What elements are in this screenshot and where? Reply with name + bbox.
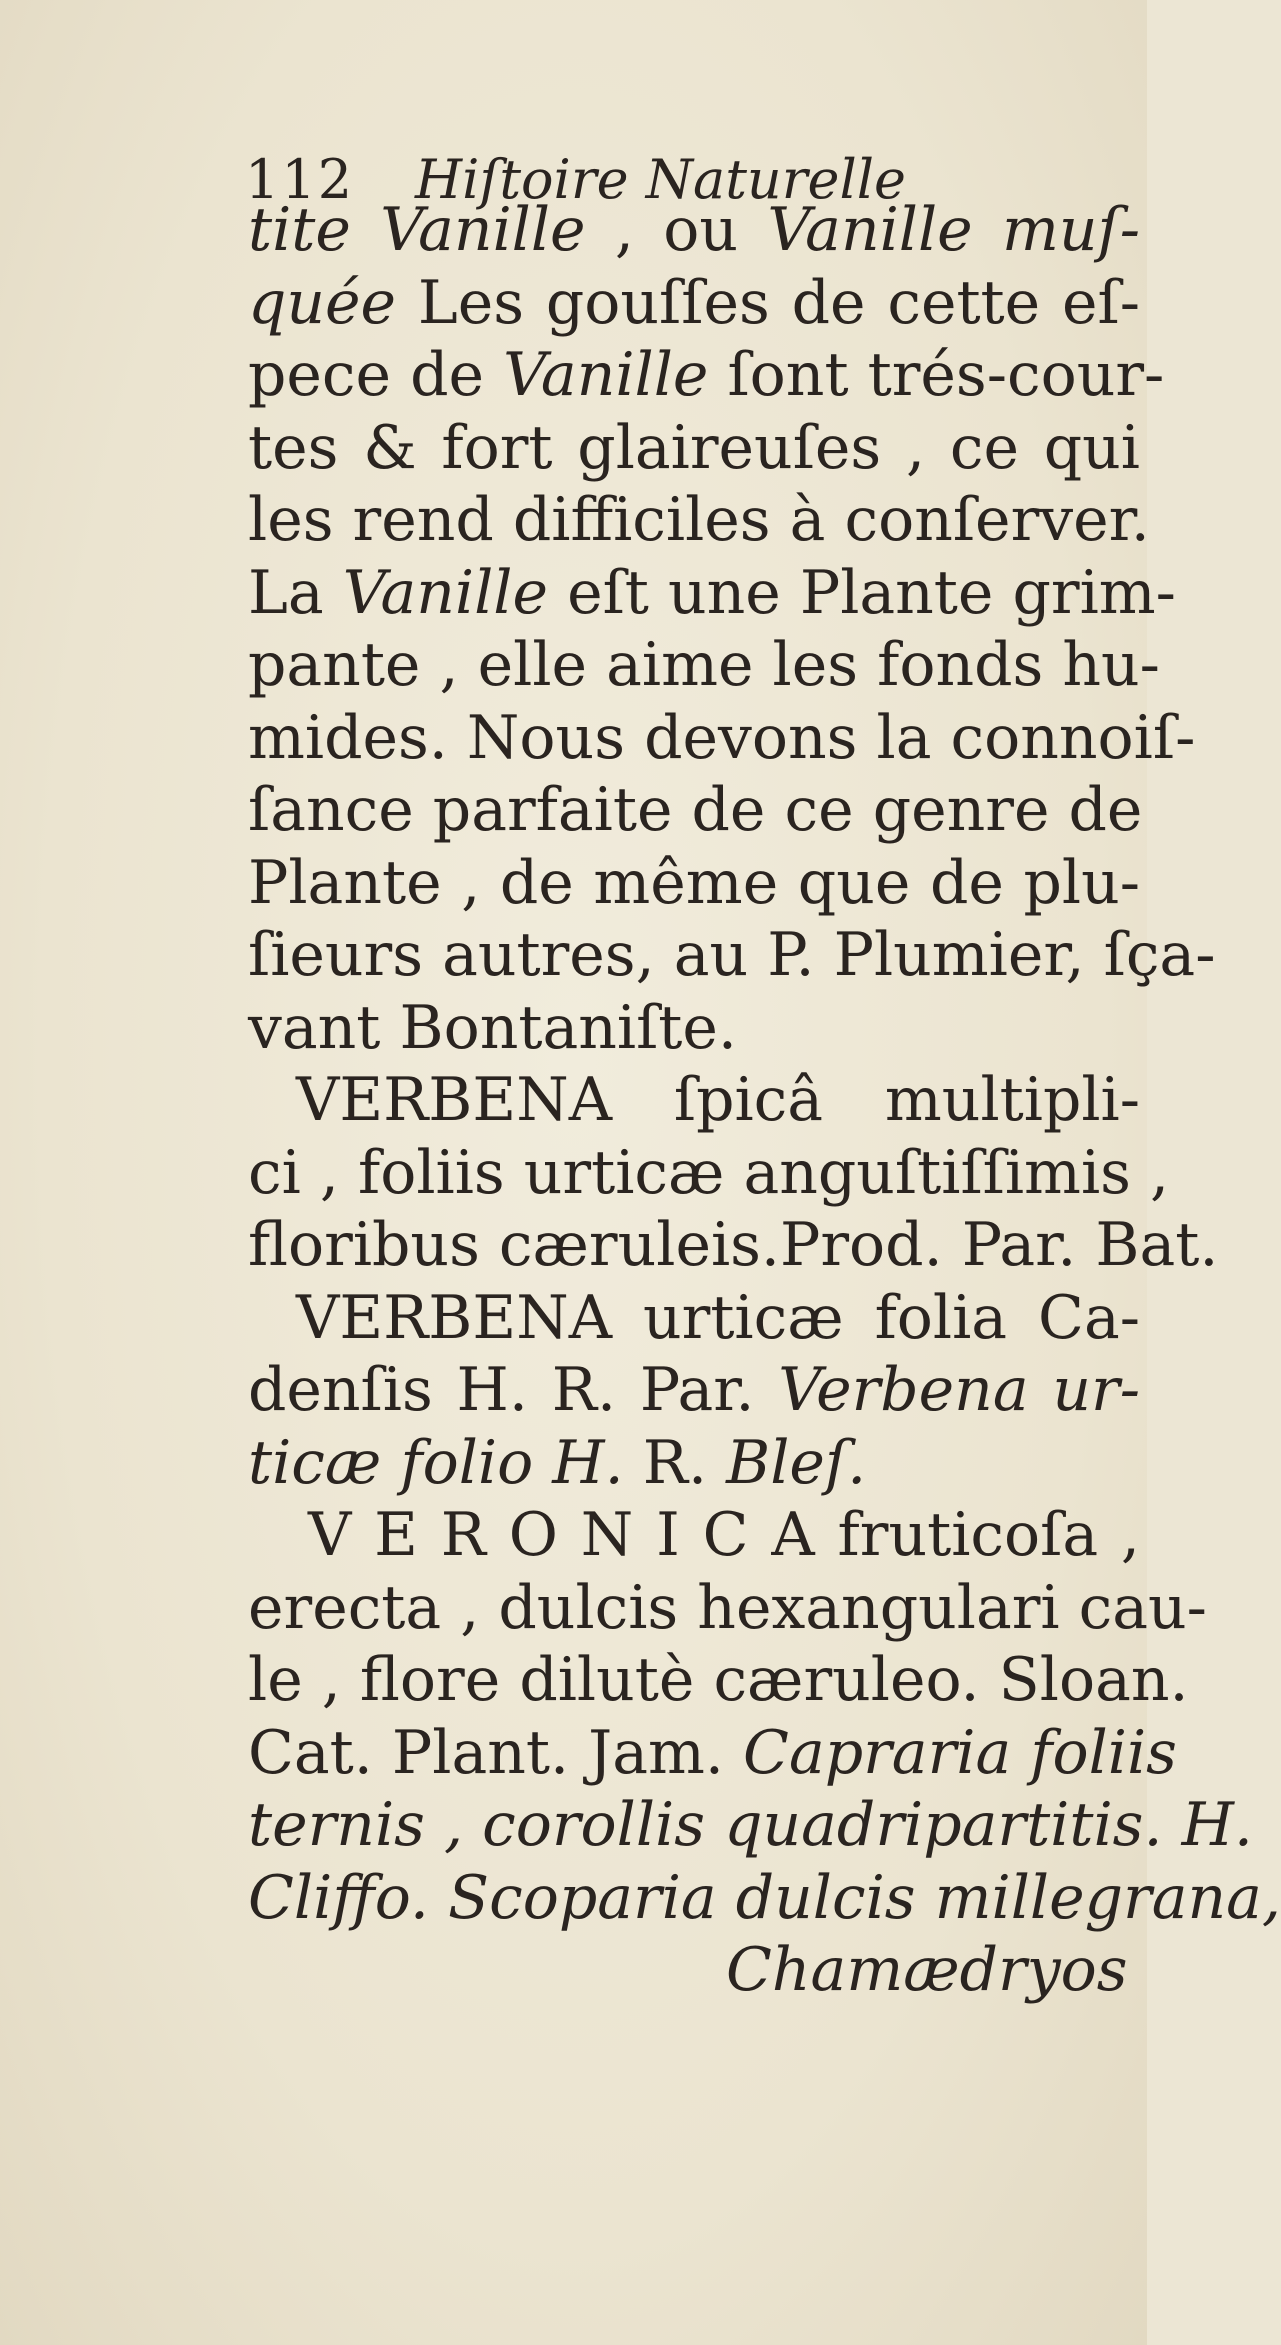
roman-text: VERBENA ſpicâ multipli- [296, 1065, 1140, 1135]
roman-text: ſont trés-cour- [708, 340, 1165, 410]
roman-text: ci , foliis urticæ anguſtiſſimis , [248, 1137, 1170, 1208]
roman-text: vant Bontaniſte. [248, 992, 737, 1063]
italic-text: Verbena ur- [778, 1355, 1140, 1425]
text-line [248, 702, 1196, 775]
roman-text: ſance parfaite de ce genre de [248, 775, 1143, 845]
roman-text: V E R O N I C A fruticoſa , [308, 1500, 1140, 1570]
roman-text: Les gouſſes de cette eſ- [396, 267, 1140, 338]
text-line [248, 1572, 1207, 1645]
roman-text [533, 1428, 552, 1498]
roman-text: le , flore dilutè cæruleo. Sloan. [248, 1645, 1189, 1715]
roman-text: les rend difficiles à conſerver. [248, 485, 1150, 555]
roman-text: erecta , dulcis hexangulari cau- [248, 1572, 1207, 1643]
italic-text: Capraria foliis [743, 1717, 1177, 1788]
body-text [248, 194, 1281, 2007]
text-line [248, 412, 1140, 485]
italic-text: Cliffo. Scoparia dulcis millegrana, [248, 1862, 1281, 1933]
roman-text: denſis H. R. Par. [248, 1355, 779, 1425]
text-line [248, 1064, 1140, 1137]
text-line [248, 1354, 1140, 1427]
roman-text: , ou [585, 195, 768, 265]
text-line [248, 1717, 1177, 1790]
roman-text: La [248, 557, 343, 628]
italic-text: Vanille muſ- [767, 195, 1141, 265]
roman-text: mides. Nous devons la connoiſ- [248, 702, 1196, 773]
italic-text: Bleſ. [726, 1427, 867, 1498]
page-number: 112 [245, 148, 355, 211]
italic-text: tite [248, 195, 381, 265]
roman-text: eſt une Plante grim- [548, 557, 1176, 628]
roman-text: VERBENA urticæ folia Ca- [296, 1282, 1140, 1353]
text-line [248, 774, 1143, 847]
italic-text: Vanille [342, 557, 548, 628]
text-line [248, 1137, 1170, 1210]
roman-text: floribus cæruleis.Prod. Par. Bat. [248, 1210, 1219, 1280]
roman-text: Cat. Plant. Jam. [248, 1717, 744, 1788]
italic-text: H. [552, 1427, 624, 1498]
text-line [248, 557, 1176, 630]
text-line [248, 1282, 1140, 1355]
text-line [248, 1427, 1140, 1500]
roman-text: pante , elle aime les fonds hu- [248, 630, 1160, 700]
text-line [248, 1862, 1281, 1935]
italic-text: ticæ folio [248, 1427, 534, 1498]
text-line [248, 1209, 1219, 1282]
italic-text: quée [248, 267, 397, 338]
text-line [248, 339, 1165, 412]
text-line [248, 267, 1140, 340]
text-line [248, 1789, 1253, 1862]
roman-text: pece de [248, 340, 504, 410]
roman-text: ſieurs autres, au P. Plumier, ſça- [248, 920, 1216, 990]
text-line [248, 992, 1140, 1065]
text-line [248, 194, 1140, 267]
italic-text: ternis , corollis quadripartitis. H. [248, 1790, 1253, 1860]
italic-text: Vanille [503, 340, 709, 410]
text-line [248, 1499, 1140, 1572]
italic-text: Chamædryos [726, 1935, 1128, 2005]
text-line [248, 847, 1140, 920]
roman-text: Plante , de même que de plu- [248, 847, 1140, 918]
text-line [248, 629, 1160, 702]
text-line [248, 484, 1150, 557]
text-line [248, 919, 1216, 992]
roman-text: tes & fort glaireuſes , ce qui [248, 412, 1140, 483]
running-title: Hiſtoire Naturelle [415, 148, 906, 211]
italic-text: Vanille [380, 195, 586, 265]
text-line [248, 1644, 1189, 1717]
roman-text: R. [623, 1427, 727, 1498]
text-line [248, 1934, 1140, 2007]
